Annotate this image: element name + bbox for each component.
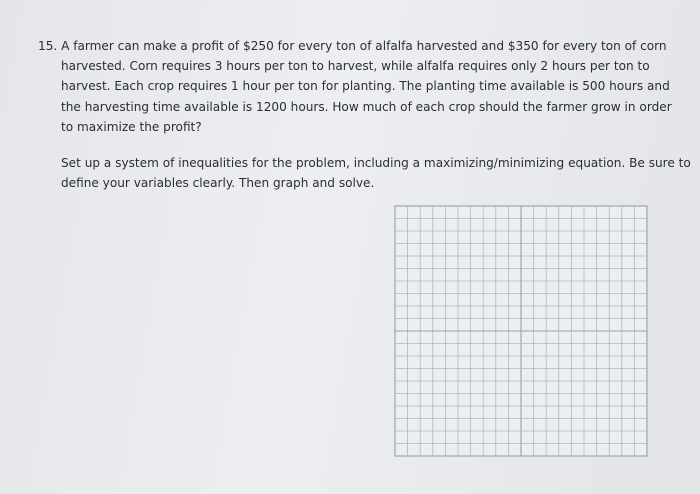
problem-text bbox=[38, 36, 674, 137]
grid-svg bbox=[394, 205, 648, 457]
problem-line-1 bbox=[38, 36, 674, 56]
problem-line-5: to maximize the profit? bbox=[61, 119, 202, 134]
problem-line-1-text: A farmer can make a profit of $250 for every ton of alfalfa harvested and $350 for every ton of corn bbox=[61, 39, 667, 53]
problem-line-4: the harvesting time available is 1200 hours. How much of each crop should the farmer grow in order bbox=[61, 99, 672, 114]
problem-line-2: harvested. Corn requires 3 hours per ton to harvest, while alfalfa requires only 2 hours per ton to bbox=[61, 59, 650, 74]
problem-number: 15. bbox=[38, 39, 58, 53]
instructions-text bbox=[61, 153, 691, 193]
instructions-line-2: define your variables clearly. Then graph and solve. bbox=[61, 176, 375, 191]
graph-paper-grid bbox=[394, 205, 648, 457]
problem-line-3: harvest. Each crop requires 1 hour per ton for planting. The planting time available is 500 hours and bbox=[61, 79, 670, 94]
instructions-line-1: Set up a system of inequalities for the problem, including a maximizing/minimizing equation. Be sure to bbox=[61, 156, 691, 170]
